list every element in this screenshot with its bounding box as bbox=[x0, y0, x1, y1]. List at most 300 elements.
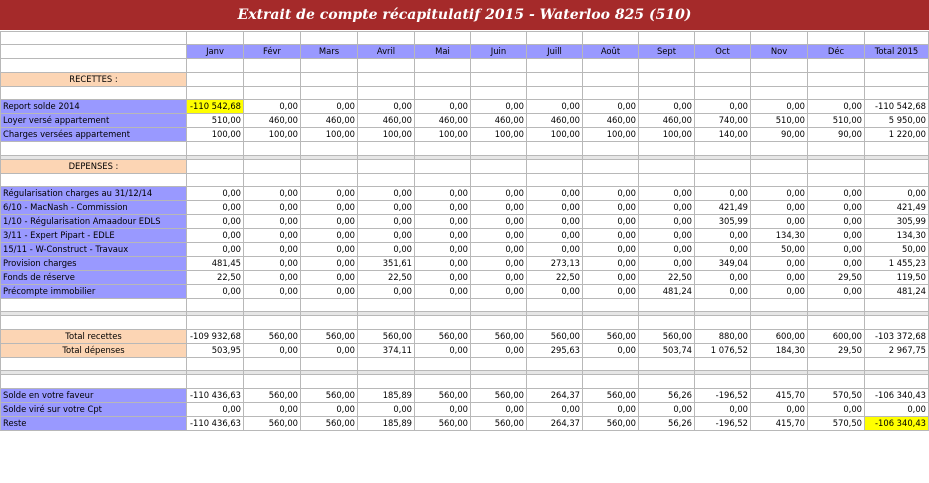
value-cell[interactable]: -106 340,43 bbox=[865, 416, 929, 430]
value-cell[interactable]: 1 455,23 bbox=[865, 256, 929, 270]
cell[interactable] bbox=[471, 59, 527, 72]
cell[interactable] bbox=[471, 72, 527, 86]
value-cell[interactable]: 0,00 bbox=[244, 343, 301, 357]
cell[interactable] bbox=[808, 142, 865, 155]
cell[interactable] bbox=[358, 86, 415, 99]
value-cell[interactable]: 510,00 bbox=[808, 114, 865, 128]
cell[interactable] bbox=[1, 59, 187, 72]
month-header[interactable]: Mars bbox=[301, 45, 358, 59]
cell[interactable] bbox=[695, 159, 751, 173]
cell[interactable] bbox=[1, 142, 187, 155]
value-cell[interactable]: -103 372,68 bbox=[865, 329, 929, 343]
cell[interactable] bbox=[415, 32, 471, 45]
cell[interactable] bbox=[865, 375, 929, 388]
value-cell[interactable]: 560,00 bbox=[244, 388, 301, 402]
value-cell[interactable]: 0,00 bbox=[751, 256, 808, 270]
cell[interactable] bbox=[187, 86, 244, 99]
cell[interactable] bbox=[808, 86, 865, 99]
row-label[interactable]: 6/10 - MacNash - Commission bbox=[1, 200, 187, 214]
value-cell[interactable]: 0,00 bbox=[415, 242, 471, 256]
cell[interactable] bbox=[1, 32, 187, 45]
value-cell[interactable]: 560,00 bbox=[244, 416, 301, 430]
row-label[interactable]: Total dépenses bbox=[1, 343, 187, 357]
cell[interactable] bbox=[695, 142, 751, 155]
cell[interactable] bbox=[527, 72, 583, 86]
cell[interactable] bbox=[639, 59, 695, 72]
month-header[interactable]: Oct bbox=[695, 45, 751, 59]
row-label[interactable]: Régularisation charges au 31/12/14 bbox=[1, 186, 187, 200]
value-cell[interactable]: 460,00 bbox=[527, 114, 583, 128]
value-cell[interactable]: 0,00 bbox=[415, 256, 471, 270]
value-cell[interactable]: 0,00 bbox=[301, 242, 358, 256]
cell[interactable] bbox=[808, 59, 865, 72]
cell[interactable] bbox=[301, 159, 358, 173]
cell[interactable] bbox=[187, 357, 244, 370]
value-cell[interactable]: 0,00 bbox=[358, 284, 415, 298]
recettes-section-label[interactable]: RECETTES : bbox=[1, 72, 187, 86]
cell[interactable] bbox=[639, 173, 695, 186]
value-cell[interactable]: 0,00 bbox=[527, 100, 583, 114]
cell[interactable] bbox=[301, 357, 358, 370]
cell[interactable] bbox=[527, 142, 583, 155]
cell[interactable] bbox=[1, 316, 187, 329]
cell[interactable] bbox=[301, 173, 358, 186]
cell[interactable] bbox=[187, 72, 244, 86]
value-cell[interactable]: 0,00 bbox=[639, 242, 695, 256]
value-cell[interactable]: 185,89 bbox=[358, 388, 415, 402]
value-cell[interactable]: 0,00 bbox=[527, 228, 583, 242]
cell[interactable] bbox=[527, 86, 583, 99]
value-cell[interactable]: 22,50 bbox=[358, 270, 415, 284]
value-cell[interactable]: 134,30 bbox=[751, 228, 808, 242]
cell[interactable] bbox=[865, 72, 929, 86]
value-cell[interactable]: 0,00 bbox=[583, 228, 639, 242]
value-cell[interactable]: 560,00 bbox=[471, 329, 527, 343]
cell[interactable] bbox=[358, 59, 415, 72]
month-header[interactable]: Août bbox=[583, 45, 639, 59]
value-cell[interactable]: 503,74 bbox=[639, 343, 695, 357]
value-cell[interactable]: 0,00 bbox=[583, 402, 639, 416]
cell[interactable] bbox=[244, 72, 301, 86]
cell[interactable] bbox=[865, 173, 929, 186]
value-cell[interactable]: 0,00 bbox=[751, 186, 808, 200]
cell[interactable] bbox=[471, 316, 527, 329]
cell[interactable] bbox=[865, 357, 929, 370]
value-cell[interactable]: 90,00 bbox=[808, 128, 865, 142]
value-cell[interactable]: 374,11 bbox=[358, 343, 415, 357]
cell[interactable] bbox=[301, 72, 358, 86]
value-cell[interactable]: -196,52 bbox=[695, 388, 751, 402]
value-cell[interactable]: 0,00 bbox=[865, 402, 929, 416]
value-cell[interactable]: 50,00 bbox=[865, 242, 929, 256]
value-cell[interactable]: 0,00 bbox=[471, 343, 527, 357]
cell[interactable] bbox=[583, 357, 639, 370]
cell[interactable] bbox=[639, 32, 695, 45]
value-cell[interactable]: 0,00 bbox=[301, 200, 358, 214]
cell[interactable] bbox=[865, 298, 929, 311]
cell[interactable] bbox=[808, 357, 865, 370]
cell[interactable] bbox=[639, 316, 695, 329]
value-cell[interactable]: 0,00 bbox=[244, 100, 301, 114]
value-cell[interactable]: 0,00 bbox=[639, 186, 695, 200]
row-label[interactable]: Reste bbox=[1, 416, 187, 430]
cell[interactable] bbox=[471, 32, 527, 45]
cell[interactable] bbox=[358, 142, 415, 155]
value-cell[interactable]: 0,00 bbox=[358, 100, 415, 114]
cell[interactable] bbox=[187, 32, 244, 45]
value-cell[interactable]: 100,00 bbox=[639, 128, 695, 142]
value-cell[interactable]: 0,00 bbox=[583, 284, 639, 298]
month-header[interactable]: Total 2015 bbox=[865, 45, 929, 59]
value-cell[interactable]: 0,00 bbox=[751, 270, 808, 284]
value-cell[interactable]: 100,00 bbox=[301, 128, 358, 142]
cell[interactable] bbox=[301, 59, 358, 72]
cell[interactable] bbox=[1, 357, 187, 370]
value-cell[interactable]: -110 436,63 bbox=[187, 388, 244, 402]
cell[interactable] bbox=[865, 86, 929, 99]
cell[interactable] bbox=[527, 59, 583, 72]
value-cell[interactable]: 185,89 bbox=[358, 416, 415, 430]
cell[interactable] bbox=[639, 159, 695, 173]
cell[interactable] bbox=[695, 59, 751, 72]
value-cell[interactable]: 0,00 bbox=[695, 284, 751, 298]
cell[interactable] bbox=[415, 159, 471, 173]
value-cell[interactable]: 0,00 bbox=[808, 242, 865, 256]
value-cell[interactable]: 460,00 bbox=[244, 114, 301, 128]
cell[interactable] bbox=[751, 142, 808, 155]
cell[interactable] bbox=[187, 298, 244, 311]
value-cell[interactable]: 0,00 bbox=[639, 214, 695, 228]
value-cell[interactable]: 600,00 bbox=[751, 329, 808, 343]
cell[interactable] bbox=[695, 173, 751, 186]
value-cell[interactable]: 22,50 bbox=[527, 270, 583, 284]
cell[interactable] bbox=[471, 375, 527, 388]
cell[interactable] bbox=[1, 86, 187, 99]
value-cell[interactable]: 560,00 bbox=[471, 416, 527, 430]
value-cell[interactable]: 0,00 bbox=[808, 200, 865, 214]
value-cell[interactable]: 0,00 bbox=[358, 242, 415, 256]
value-cell[interactable]: 560,00 bbox=[301, 388, 358, 402]
cell[interactable] bbox=[583, 375, 639, 388]
cell[interactable] bbox=[244, 86, 301, 99]
value-cell[interactable]: 0,00 bbox=[751, 200, 808, 214]
value-cell[interactable]: 0,00 bbox=[415, 284, 471, 298]
value-cell[interactable]: 560,00 bbox=[358, 329, 415, 343]
cell[interactable] bbox=[527, 32, 583, 45]
cell[interactable] bbox=[695, 298, 751, 311]
value-cell[interactable]: 0,00 bbox=[301, 214, 358, 228]
value-cell[interactable]: 560,00 bbox=[301, 416, 358, 430]
value-cell[interactable]: 0,00 bbox=[751, 100, 808, 114]
cell[interactable] bbox=[244, 298, 301, 311]
cell[interactable] bbox=[751, 298, 808, 311]
row-label[interactable]: Loyer versé appartement bbox=[1, 114, 187, 128]
cell[interactable] bbox=[751, 173, 808, 186]
value-cell[interactable]: 0,00 bbox=[471, 228, 527, 242]
value-cell[interactable]: 0,00 bbox=[415, 100, 471, 114]
value-cell[interactable]: 0,00 bbox=[583, 270, 639, 284]
row-label[interactable]: Fonds de réserve bbox=[1, 270, 187, 284]
cell[interactable] bbox=[471, 86, 527, 99]
value-cell[interactable]: 56,26 bbox=[639, 388, 695, 402]
cell[interactable] bbox=[583, 159, 639, 173]
value-cell[interactable]: 460,00 bbox=[471, 114, 527, 128]
value-cell[interactable]: 560,00 bbox=[301, 329, 358, 343]
cell[interactable] bbox=[471, 142, 527, 155]
value-cell[interactable]: 460,00 bbox=[639, 114, 695, 128]
value-cell[interactable]: 560,00 bbox=[583, 416, 639, 430]
cell[interactable] bbox=[639, 142, 695, 155]
cell[interactable] bbox=[865, 59, 929, 72]
cell[interactable] bbox=[301, 316, 358, 329]
value-cell[interactable]: 305,99 bbox=[695, 214, 751, 228]
value-cell[interactable]: 295,63 bbox=[527, 343, 583, 357]
cell[interactable] bbox=[751, 32, 808, 45]
value-cell[interactable]: 119,50 bbox=[865, 270, 929, 284]
cell[interactable] bbox=[639, 86, 695, 99]
row-label[interactable]: 15/11 - W-Construct - Travaux bbox=[1, 242, 187, 256]
cell[interactable] bbox=[639, 357, 695, 370]
cell[interactable] bbox=[583, 316, 639, 329]
cell[interactable] bbox=[865, 142, 929, 155]
cell[interactable] bbox=[808, 32, 865, 45]
value-cell[interactable]: 0,00 bbox=[808, 100, 865, 114]
value-cell[interactable]: 0,00 bbox=[639, 402, 695, 416]
value-cell[interactable]: 0,00 bbox=[527, 186, 583, 200]
value-cell[interactable]: 100,00 bbox=[415, 128, 471, 142]
value-cell[interactable]: 0,00 bbox=[301, 284, 358, 298]
value-cell[interactable]: 0,00 bbox=[583, 186, 639, 200]
value-cell[interactable]: -109 932,68 bbox=[187, 329, 244, 343]
value-cell[interactable]: 0,00 bbox=[301, 256, 358, 270]
value-cell[interactable]: 560,00 bbox=[415, 388, 471, 402]
value-cell[interactable]: 560,00 bbox=[415, 416, 471, 430]
cell[interactable] bbox=[415, 72, 471, 86]
cell[interactable] bbox=[583, 86, 639, 99]
value-cell[interactable]: 421,49 bbox=[695, 200, 751, 214]
cell[interactable] bbox=[527, 316, 583, 329]
cell[interactable] bbox=[358, 316, 415, 329]
cell[interactable] bbox=[808, 316, 865, 329]
month-header[interactable]: Juill bbox=[527, 45, 583, 59]
cell[interactable] bbox=[187, 316, 244, 329]
cell[interactable] bbox=[415, 59, 471, 72]
value-cell[interactable]: 0,00 bbox=[639, 200, 695, 214]
cell[interactable] bbox=[751, 72, 808, 86]
cell[interactable] bbox=[471, 298, 527, 311]
value-cell[interactable]: 264,37 bbox=[527, 388, 583, 402]
value-cell[interactable]: 0,00 bbox=[358, 228, 415, 242]
row-label[interactable]: Report solde 2014 bbox=[1, 100, 187, 114]
value-cell[interactable]: 100,00 bbox=[187, 128, 244, 142]
value-cell[interactable]: 0,00 bbox=[695, 402, 751, 416]
cell[interactable] bbox=[415, 173, 471, 186]
row-label[interactable]: Solde viré sur votre Cpt bbox=[1, 402, 187, 416]
month-header[interactable]: Nov bbox=[751, 45, 808, 59]
cell[interactable] bbox=[695, 72, 751, 86]
cell[interactable] bbox=[471, 357, 527, 370]
value-cell[interactable]: 0,00 bbox=[301, 100, 358, 114]
row-label[interactable]: 1/10 - Régularisation Amaadour EDLS bbox=[1, 214, 187, 228]
value-cell[interactable]: 0,00 bbox=[751, 402, 808, 416]
value-cell[interactable]: 0,00 bbox=[301, 186, 358, 200]
value-cell[interactable]: 22,50 bbox=[187, 270, 244, 284]
value-cell[interactable]: 0,00 bbox=[244, 186, 301, 200]
cell[interactable] bbox=[751, 357, 808, 370]
value-cell[interactable]: 0,00 bbox=[415, 270, 471, 284]
value-cell[interactable]: 0,00 bbox=[244, 214, 301, 228]
month-header[interactable]: Sept bbox=[639, 45, 695, 59]
cell[interactable] bbox=[639, 72, 695, 86]
value-cell[interactable]: 481,45 bbox=[187, 256, 244, 270]
header-corner[interactable] bbox=[1, 45, 187, 59]
value-cell[interactable]: 0,00 bbox=[301, 343, 358, 357]
value-cell[interactable]: 1 220,00 bbox=[865, 128, 929, 142]
value-cell[interactable]: 0,00 bbox=[865, 186, 929, 200]
cell[interactable] bbox=[301, 32, 358, 45]
value-cell[interactable]: 0,00 bbox=[244, 200, 301, 214]
value-cell[interactable]: 0,00 bbox=[527, 402, 583, 416]
value-cell[interactable]: 460,00 bbox=[583, 114, 639, 128]
cell[interactable] bbox=[808, 159, 865, 173]
cell[interactable] bbox=[244, 32, 301, 45]
cell[interactable] bbox=[187, 375, 244, 388]
value-cell[interactable]: 0,00 bbox=[639, 100, 695, 114]
value-cell[interactable]: 0,00 bbox=[471, 270, 527, 284]
month-header[interactable]: Mai bbox=[415, 45, 471, 59]
value-cell[interactable]: 0,00 bbox=[583, 343, 639, 357]
value-cell[interactable]: 0,00 bbox=[751, 284, 808, 298]
value-cell[interactable]: 0,00 bbox=[583, 214, 639, 228]
value-cell[interactable]: 0,00 bbox=[471, 214, 527, 228]
value-cell[interactable]: 0,00 bbox=[583, 200, 639, 214]
cell[interactable] bbox=[751, 316, 808, 329]
value-cell[interactable]: 481,24 bbox=[865, 284, 929, 298]
value-cell[interactable]: 510,00 bbox=[751, 114, 808, 128]
value-cell[interactable]: 0,00 bbox=[808, 228, 865, 242]
value-cell[interactable]: 415,70 bbox=[751, 388, 808, 402]
cell[interactable] bbox=[358, 298, 415, 311]
cell[interactable] bbox=[301, 142, 358, 155]
cell[interactable] bbox=[187, 142, 244, 155]
value-cell[interactable]: -196,52 bbox=[695, 416, 751, 430]
cell[interactable] bbox=[808, 173, 865, 186]
value-cell[interactable]: 140,00 bbox=[695, 128, 751, 142]
value-cell[interactable]: 0,00 bbox=[187, 402, 244, 416]
value-cell[interactable]: 0,00 bbox=[415, 214, 471, 228]
cell[interactable] bbox=[583, 72, 639, 86]
cell[interactable] bbox=[751, 375, 808, 388]
value-cell[interactable]: 560,00 bbox=[471, 388, 527, 402]
cell[interactable] bbox=[695, 86, 751, 99]
row-label[interactable]: Charges versées appartement bbox=[1, 128, 187, 142]
cell[interactable] bbox=[865, 159, 929, 173]
cell[interactable] bbox=[187, 173, 244, 186]
value-cell[interactable]: 0,00 bbox=[358, 402, 415, 416]
row-label[interactable]: 3/11 - Expert Pipart - EDLE bbox=[1, 228, 187, 242]
row-label[interactable]: Précompte immobilier bbox=[1, 284, 187, 298]
cell[interactable] bbox=[1, 375, 187, 388]
value-cell[interactable]: 90,00 bbox=[751, 128, 808, 142]
value-cell[interactable]: 1 076,52 bbox=[695, 343, 751, 357]
value-cell[interactable]: 0,00 bbox=[244, 270, 301, 284]
value-cell[interactable]: 100,00 bbox=[527, 128, 583, 142]
value-cell[interactable]: 0,00 bbox=[639, 256, 695, 270]
value-cell[interactable]: 0,00 bbox=[808, 256, 865, 270]
cell[interactable] bbox=[244, 59, 301, 72]
cell[interactable] bbox=[751, 59, 808, 72]
value-cell[interactable]: 351,61 bbox=[358, 256, 415, 270]
cell[interactable] bbox=[695, 316, 751, 329]
value-cell[interactable]: 0,00 bbox=[244, 228, 301, 242]
cell[interactable] bbox=[583, 32, 639, 45]
value-cell[interactable]: 0,00 bbox=[471, 256, 527, 270]
month-header[interactable]: Févr bbox=[244, 45, 301, 59]
value-cell[interactable]: 0,00 bbox=[415, 343, 471, 357]
cell[interactable] bbox=[527, 375, 583, 388]
value-cell[interactable]: 0,00 bbox=[808, 214, 865, 228]
value-cell[interactable]: 460,00 bbox=[415, 114, 471, 128]
value-cell[interactable]: 481,24 bbox=[639, 284, 695, 298]
cell[interactable] bbox=[301, 298, 358, 311]
cell[interactable] bbox=[1, 298, 187, 311]
value-cell[interactable]: 0,00 bbox=[471, 242, 527, 256]
cell[interactable] bbox=[583, 173, 639, 186]
value-cell[interactable]: 0,00 bbox=[471, 100, 527, 114]
value-cell[interactable]: 740,00 bbox=[695, 114, 751, 128]
value-cell[interactable]: 560,00 bbox=[527, 329, 583, 343]
value-cell[interactable]: 100,00 bbox=[583, 128, 639, 142]
value-cell[interactable]: 5 950,00 bbox=[865, 114, 929, 128]
cell[interactable] bbox=[695, 375, 751, 388]
value-cell[interactable]: 0,00 bbox=[244, 256, 301, 270]
value-cell[interactable]: 0,00 bbox=[187, 284, 244, 298]
value-cell[interactable]: 0,00 bbox=[187, 242, 244, 256]
cell[interactable] bbox=[187, 159, 244, 173]
cell[interactable] bbox=[808, 298, 865, 311]
cell[interactable] bbox=[583, 298, 639, 311]
value-cell[interactable]: 0,00 bbox=[695, 100, 751, 114]
value-cell[interactable]: 273,13 bbox=[527, 256, 583, 270]
value-cell[interactable]: -110 542,68 bbox=[865, 100, 929, 114]
row-label[interactable]: Provision charges bbox=[1, 256, 187, 270]
value-cell[interactable]: 50,00 bbox=[751, 242, 808, 256]
value-cell[interactable]: 0,00 bbox=[358, 186, 415, 200]
value-cell[interactable]: 0,00 bbox=[187, 228, 244, 242]
value-cell[interactable]: 0,00 bbox=[527, 214, 583, 228]
cell[interactable] bbox=[301, 375, 358, 388]
value-cell[interactable]: 305,99 bbox=[865, 214, 929, 228]
value-cell[interactable]: 0,00 bbox=[358, 200, 415, 214]
cell[interactable] bbox=[695, 32, 751, 45]
value-cell[interactable]: 415,70 bbox=[751, 416, 808, 430]
cell[interactable] bbox=[808, 375, 865, 388]
cell[interactable] bbox=[471, 173, 527, 186]
row-label[interactable]: Total recettes bbox=[1, 329, 187, 343]
value-cell[interactable]: 0,00 bbox=[695, 270, 751, 284]
cell[interactable] bbox=[358, 375, 415, 388]
value-cell[interactable]: 0,00 bbox=[471, 200, 527, 214]
value-cell[interactable]: 0,00 bbox=[415, 186, 471, 200]
value-cell[interactable]: 0,00 bbox=[244, 284, 301, 298]
cell[interactable] bbox=[358, 173, 415, 186]
value-cell[interactable]: 22,50 bbox=[639, 270, 695, 284]
cell[interactable] bbox=[527, 298, 583, 311]
value-cell[interactable]: 29,50 bbox=[808, 270, 865, 284]
value-cell[interactable]: 0,00 bbox=[695, 186, 751, 200]
value-cell[interactable]: 0,00 bbox=[583, 256, 639, 270]
cell[interactable] bbox=[415, 86, 471, 99]
